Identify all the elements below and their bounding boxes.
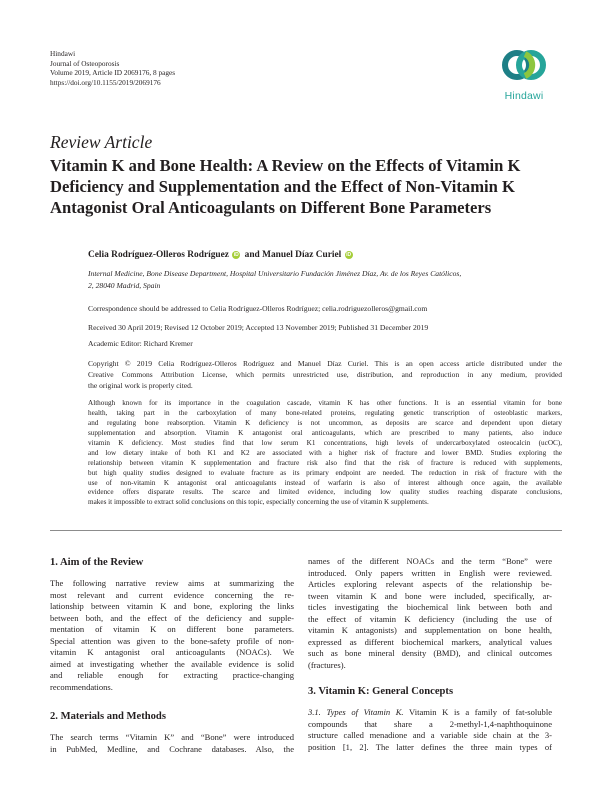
body-line: lationship between vitamin K and bone, exploring the links: [50, 601, 294, 611]
affiliation: [88, 268, 461, 291]
abstract-line: use of non-vitamin K antagonist oral anticoagulants instead of warfarin is also of interest although once again, the available: [88, 478, 562, 487]
journal-metadata: [50, 49, 175, 87]
author-name[interactable]: Celia Rodríguez-Olleros Rodríguez: [88, 250, 229, 260]
copyright-line: the original work is properly cited.: [88, 380, 193, 390]
body-line: the effect of vitamin K deficiency (including the use of: [308, 613, 552, 624]
subsection-heading: 3.1. Types of Vitamin K.: [308, 707, 404, 717]
copyright-notice: [88, 359, 562, 391]
body-line: aimed at investigating whether the available evidence is solid: [50, 658, 294, 669]
abstract-line: relationship between vitamin K supplementation and fracture risk also find that the risk of fracture is reduced with supplements,: [88, 458, 562, 467]
abstract-line: Although known for its importance in the coagulation cascade, vitamin K has other functions. It is an essential vitamin for bone: [88, 399, 562, 407]
title-line: Vitamin K and Bone Health: A Review on the Effects of Vitamin K: [50, 156, 521, 175]
body-column-right: [308, 556, 552, 753]
publication-dates: Received 30 April 2019; Revised 12 October 2019; Accepted 13 November 2019; Published 31 December 2019: [88, 323, 429, 332]
abstract-line: but high quality studies designed to evaluate fracture as its primary endpoint are needed. The reduction in risk of fracture with the: [88, 468, 562, 477]
abstract-line: and regulating bone reabsorption. Vitamin K deficiency is not uncommon, as deposits are scarce and dependent upon dietary: [88, 418, 562, 427]
section-heading: 1. Aim of the Review: [50, 557, 144, 568]
affiliation-line: Internal Medicine, Bone Disease Department, Hospital Universitario Fundación Jiménez Díaz, Av. de los Reyes Católicos,: [88, 269, 462, 278]
academic-editor: Academic Editor: Richard Kremer: [88, 339, 193, 348]
body-column-left: [50, 556, 294, 755]
body-line: ticles investigating the biochemical link between both and: [308, 602, 552, 612]
author-conjunction: and: [244, 250, 260, 260]
title-line: Antagonist Oral Anticoagulants on Different Bone Parameters: [50, 198, 492, 217]
body-line: compounds that share a 2-methyl-1,4-naphthoquinone: [308, 718, 552, 729]
copyright-line: Creative Commons Attribution License, which permits unrestricted use, distribution, and reproduction in any medium, provided: [88, 369, 562, 379]
abstract-line: health, taking part in the carboxylation of many bone-related proteins, regulating genetic transcription of osteoblastic markers,: [88, 408, 562, 417]
body-line: in PubMed, Medline, and Cochrane databases. Also, the: [50, 743, 294, 754]
body-line: introduced. Only papers written in English were reviewed.: [308, 567, 552, 578]
body-line: expressed as different biochemical markers, analytical values: [308, 636, 552, 647]
abstract-line: evidence offers disparate results. The scarce and limited evidence, including low quality studies reaching disparate conclusions,: [88, 488, 562, 497]
body-line: mentation of vitamin K on different bone parameters.: [50, 624, 294, 634]
article-title: [50, 155, 570, 218]
section-divider: [50, 530, 562, 531]
section-heading: 2. Materials and Methods: [50, 711, 166, 722]
journal-name: Journal of Osteoporosis: [50, 58, 120, 68]
article-type: Review Article: [50, 132, 153, 152]
body-text: Vitamin K is a family of fat-soluble: [403, 707, 552, 717]
title-line: Deficiency and Supplementation and the Effect of Non-Vitamin K: [50, 177, 515, 196]
author-name[interactable]: Manuel Díaz Curiel: [262, 250, 342, 260]
logo-wordmark: Hindawi: [504, 90, 544, 102]
body-line: position [1, 2]. The latter defines the three main types of: [308, 741, 552, 752]
body-line: structure called menadione and a variable side chain at the 3-: [308, 730, 552, 740]
doi-link[interactable]: https://doi.org/10.1155/2019/2069176: [50, 77, 161, 87]
body-line: The search terms “Vitamin K” and “Bone” were introduced: [50, 732, 294, 742]
abstract-line: makes it impossible to extract solid conclusions on this topic, especially concerning the use of vitamin K supplements.: [88, 498, 429, 507]
hindawi-logo[interactable]: [492, 45, 556, 109]
affiliation-line: 2, 28040 Madrid, Spain: [88, 280, 161, 290]
publisher-name: Hindawi: [50, 49, 76, 58]
body-line: names of the different NOACs and the term “Bone” were: [308, 556, 552, 566]
body-line: and reliable enough for extracting practice-changing: [50, 670, 294, 680]
body-line: recommendations.: [50, 681, 113, 692]
abstract: [88, 399, 562, 508]
body-line: vitamin K antagonists) and supplementation on bone health,: [308, 625, 552, 635]
body-line: [308, 707, 552, 719]
body-line: between both, and the effect of the deficiency and supple-: [50, 612, 294, 623]
abstract-line: and low dietary intake of both K1 and K2 are associated with a higher risk of fracture and lower BMD. Studies exploring the: [88, 448, 562, 457]
correspondence: Correspondence should be addressed to Celia Rodríguez-Olleros Rodríguez; celia.rodriguezolleros@gmail.com: [88, 304, 428, 313]
body-line: tween vitamin K and bone were included, specifically, ar-: [308, 590, 552, 601]
orcid-icon[interactable]: iD: [346, 252, 352, 258]
abstract-line: supplementation and absorption. Vitamin K antagonist oral anticoagulants, which are prescribed to many patients, also induce: [88, 428, 562, 437]
hindawi-logo-icon: [501, 45, 547, 85]
orcid-icon[interactable]: iD: [233, 252, 239, 258]
body-line: Special attention was given to the bone-safety profile of non-: [50, 635, 294, 646]
body-line: vitamin K antagonist oral anticoagulants (NOACs). We: [50, 647, 294, 657]
body-line: The following narrative review aims at summarizing the: [50, 578, 294, 588]
body-line: such as bone mineral density (BMD), and clinical outcomes: [308, 648, 552, 658]
body-line: Articles exploring relevant aspects of the relationship be-: [308, 579, 552, 589]
copyright-line: Copyright © 2019 Celia Rodríguez-Olleros Rodríguez and Manuel Díaz Curiel. This is an open access article distributed under the: [88, 359, 562, 368]
author-list: [88, 250, 355, 260]
body-line: most relevant and current evidence concerning the re-: [50, 589, 294, 600]
abstract-line: vitamin K deficiency. Most studies find that low serum K1 concentrations, high levels of undercarboxylated osteocalcin (ucOC),: [88, 438, 562, 447]
section-heading: 3. Vitamin K: General Concepts: [308, 686, 454, 697]
volume-info: Volume 2019, Article ID 2069176, 8 pages: [50, 68, 176, 78]
body-line: (fractures).: [308, 659, 346, 670]
